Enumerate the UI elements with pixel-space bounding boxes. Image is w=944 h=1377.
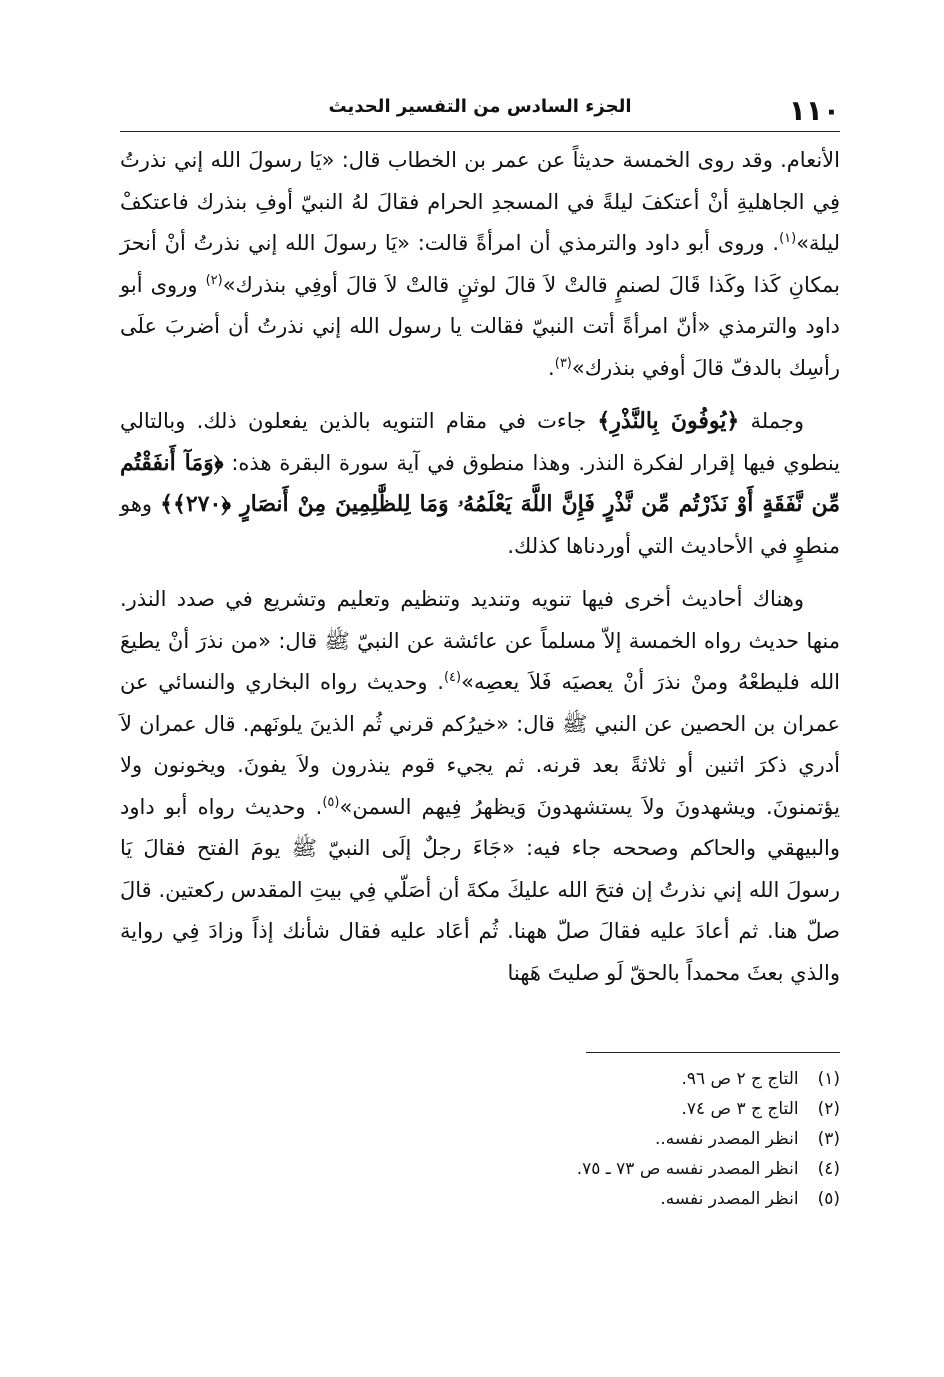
main-text — [120, 140, 840, 994]
footnote-ref: (٥) — [322, 794, 340, 810]
quran-verse: ﴿وَمَآ أَنفَقْتُم مِّن نَّفَقَةٍ أَوْ نَذَرْتُم مِّن نَّذْرٍ فَإِنَّ اللَّهَ يَعْلَمُهُۥ وَمَا لِلظَّٰلِمِينَ مِنْ أَنصَارٍ ﴿٢٧٠﴾﴾ — [120, 449, 840, 517]
footnote-item — [120, 1184, 840, 1214]
footnote-text: التاج ج ٣ ص ٧٤. — [681, 1099, 799, 1119]
paragraph-3 — [120, 579, 840, 994]
footnote-text: انظر المصدر نفسه ص ٧٣ ـ ٧٥. — [576, 1159, 799, 1179]
footnote-ref: (١) — [779, 231, 797, 246]
header-rule — [120, 131, 840, 132]
footnote-item — [120, 1124, 840, 1154]
quran-phrase: ﴿يُوفُونَ بِالنَّذْرِ﴾ — [597, 408, 740, 434]
footnote-number: (٤) — [817, 1159, 840, 1179]
running-title: الجزء السادس من التفسير الحديث — [328, 96, 632, 117]
paragraph-text: . وحديث رواه أبو داود والبيهقي والحاكم وصححه جاء فيه: «جَاءَ رجلٌ إلَى النبيّ ﷺ يومَ الفتح فقالَ يَا رسولَ الله إني نذرتُ إن فتحَ الله عليكَ مكةَ أن أصَلّي فِي بيتِ المقدس ركعتين. قالَ صلّ هنا. ثم أعادَ عليه فقالَ صلّ ههنا. ثُم أعَاد عليه فقال شأنك إذاً وزادَ فِي رواية والذي بعثَ محمداً بالحقّ لَو صليتَ هَهنا — [120, 794, 840, 985]
paragraph-text: جاءت في مقام التنويه بالذين يفعلون ذلك. وبالتالي ينطوي فيها إقرار لفكرة النذر. وهذا منطوق في آية سورة البقرة هذه: — [120, 409, 841, 475]
footnote-ref: (٤) — [443, 670, 462, 685]
paragraph-text: وجملة — [739, 409, 805, 433]
paragraph-text: . وحديث رواه البخاري والنسائي عن عمران بن الحصين عن النبي ﷺ قال: «خيرُكم قرني ثُم الذينَ يلونَهم. قال عمران لاَ أدري ذكرَ اثنين أو ثلاثةً بعد قرنه. ثم يجيء قوم ينذرون ولاَ يفونَ. ويخونون ولا يؤتمنونَ. ويشهدونَ ولاَ يستشهدونَ وَيظهرُ فِيهم السمن» — [120, 670, 840, 819]
footnote-text: انظر المصدر نفسه.. — [654, 1129, 799, 1149]
paragraph-text: وهناك أحاديث أخرى فيها تنويه وتنديد وتنظيم وتعليم وتشريع في صدد النذر. منها حديث رواه الخمسة إلاّ مسلماً عن عائشة عن النبيّ ﷺ قال: «من نذرَ أنْ يطيعَ الله فليطعْهُ ومنْ نذرَ أنْ يعصيَه فَلاَ يعصِه» — [120, 587, 840, 694]
footnote-number: (٥) — [817, 1189, 840, 1209]
paragraph-text: الأنعام. وقد روى الخمسة حديثاً عن عمر بن الخطاب قال: «يَا رسولَ الله إني نذرتُ فِي الجاهليةِ أنْ أعتكفَ ليلةً في المسجدِ الحرام فقالَ لهُ النبيّ أوفِ بنذرك فاعتكفْ ليلة» — [120, 148, 840, 255]
footnote-text: التاج ج ٢ ص ٩٦. — [681, 1069, 799, 1089]
footnote-number: (٣) — [817, 1129, 840, 1149]
paragraph-text: وروى أبو داود والترمذي «أنّ امرأةً أتت النبيّ فقالت يا رسول الله إني نذرتُ أن أضربَ علَى رأسِك بالدفّ قالَ أوفي بنذرك» — [120, 272, 840, 380]
footnote-item — [120, 1094, 840, 1124]
footnote-text: انظر المصدر نفسه. — [660, 1189, 799, 1209]
paragraph-1 — [120, 140, 840, 389]
footnote-item — [120, 1064, 840, 1094]
page-number: ١١٠ — [788, 94, 840, 127]
page-header — [120, 92, 840, 128]
footnotes — [120, 1064, 840, 1214]
footnote-number: (٢) — [817, 1099, 840, 1119]
paragraph-text: وهو منطوٍ في الأحاديث التي أوردناها كذلك. — [120, 492, 840, 558]
footnote-ref: (٢) — [205, 272, 223, 288]
footnote-separator — [586, 1052, 840, 1053]
paragraph-text: . — [548, 355, 555, 380]
paragraph-text: . وروى أبو داود والترمذي أن امرأةً قالت: «يَا رسولَ الله إني نذرتُ أنْ أنحرَ بمكانِ كَذا وكَذا قَالَ لصنمٍ قالتْ لاَ قالَ لوثنٍ قالتْ لاَ قالَ أوفِي بنذرك» — [120, 231, 840, 297]
footnote-ref: (٣) — [554, 355, 572, 371]
paragraph-2 — [120, 401, 840, 567]
footnote-number: (١) — [817, 1069, 840, 1089]
footnote-item — [120, 1154, 840, 1184]
